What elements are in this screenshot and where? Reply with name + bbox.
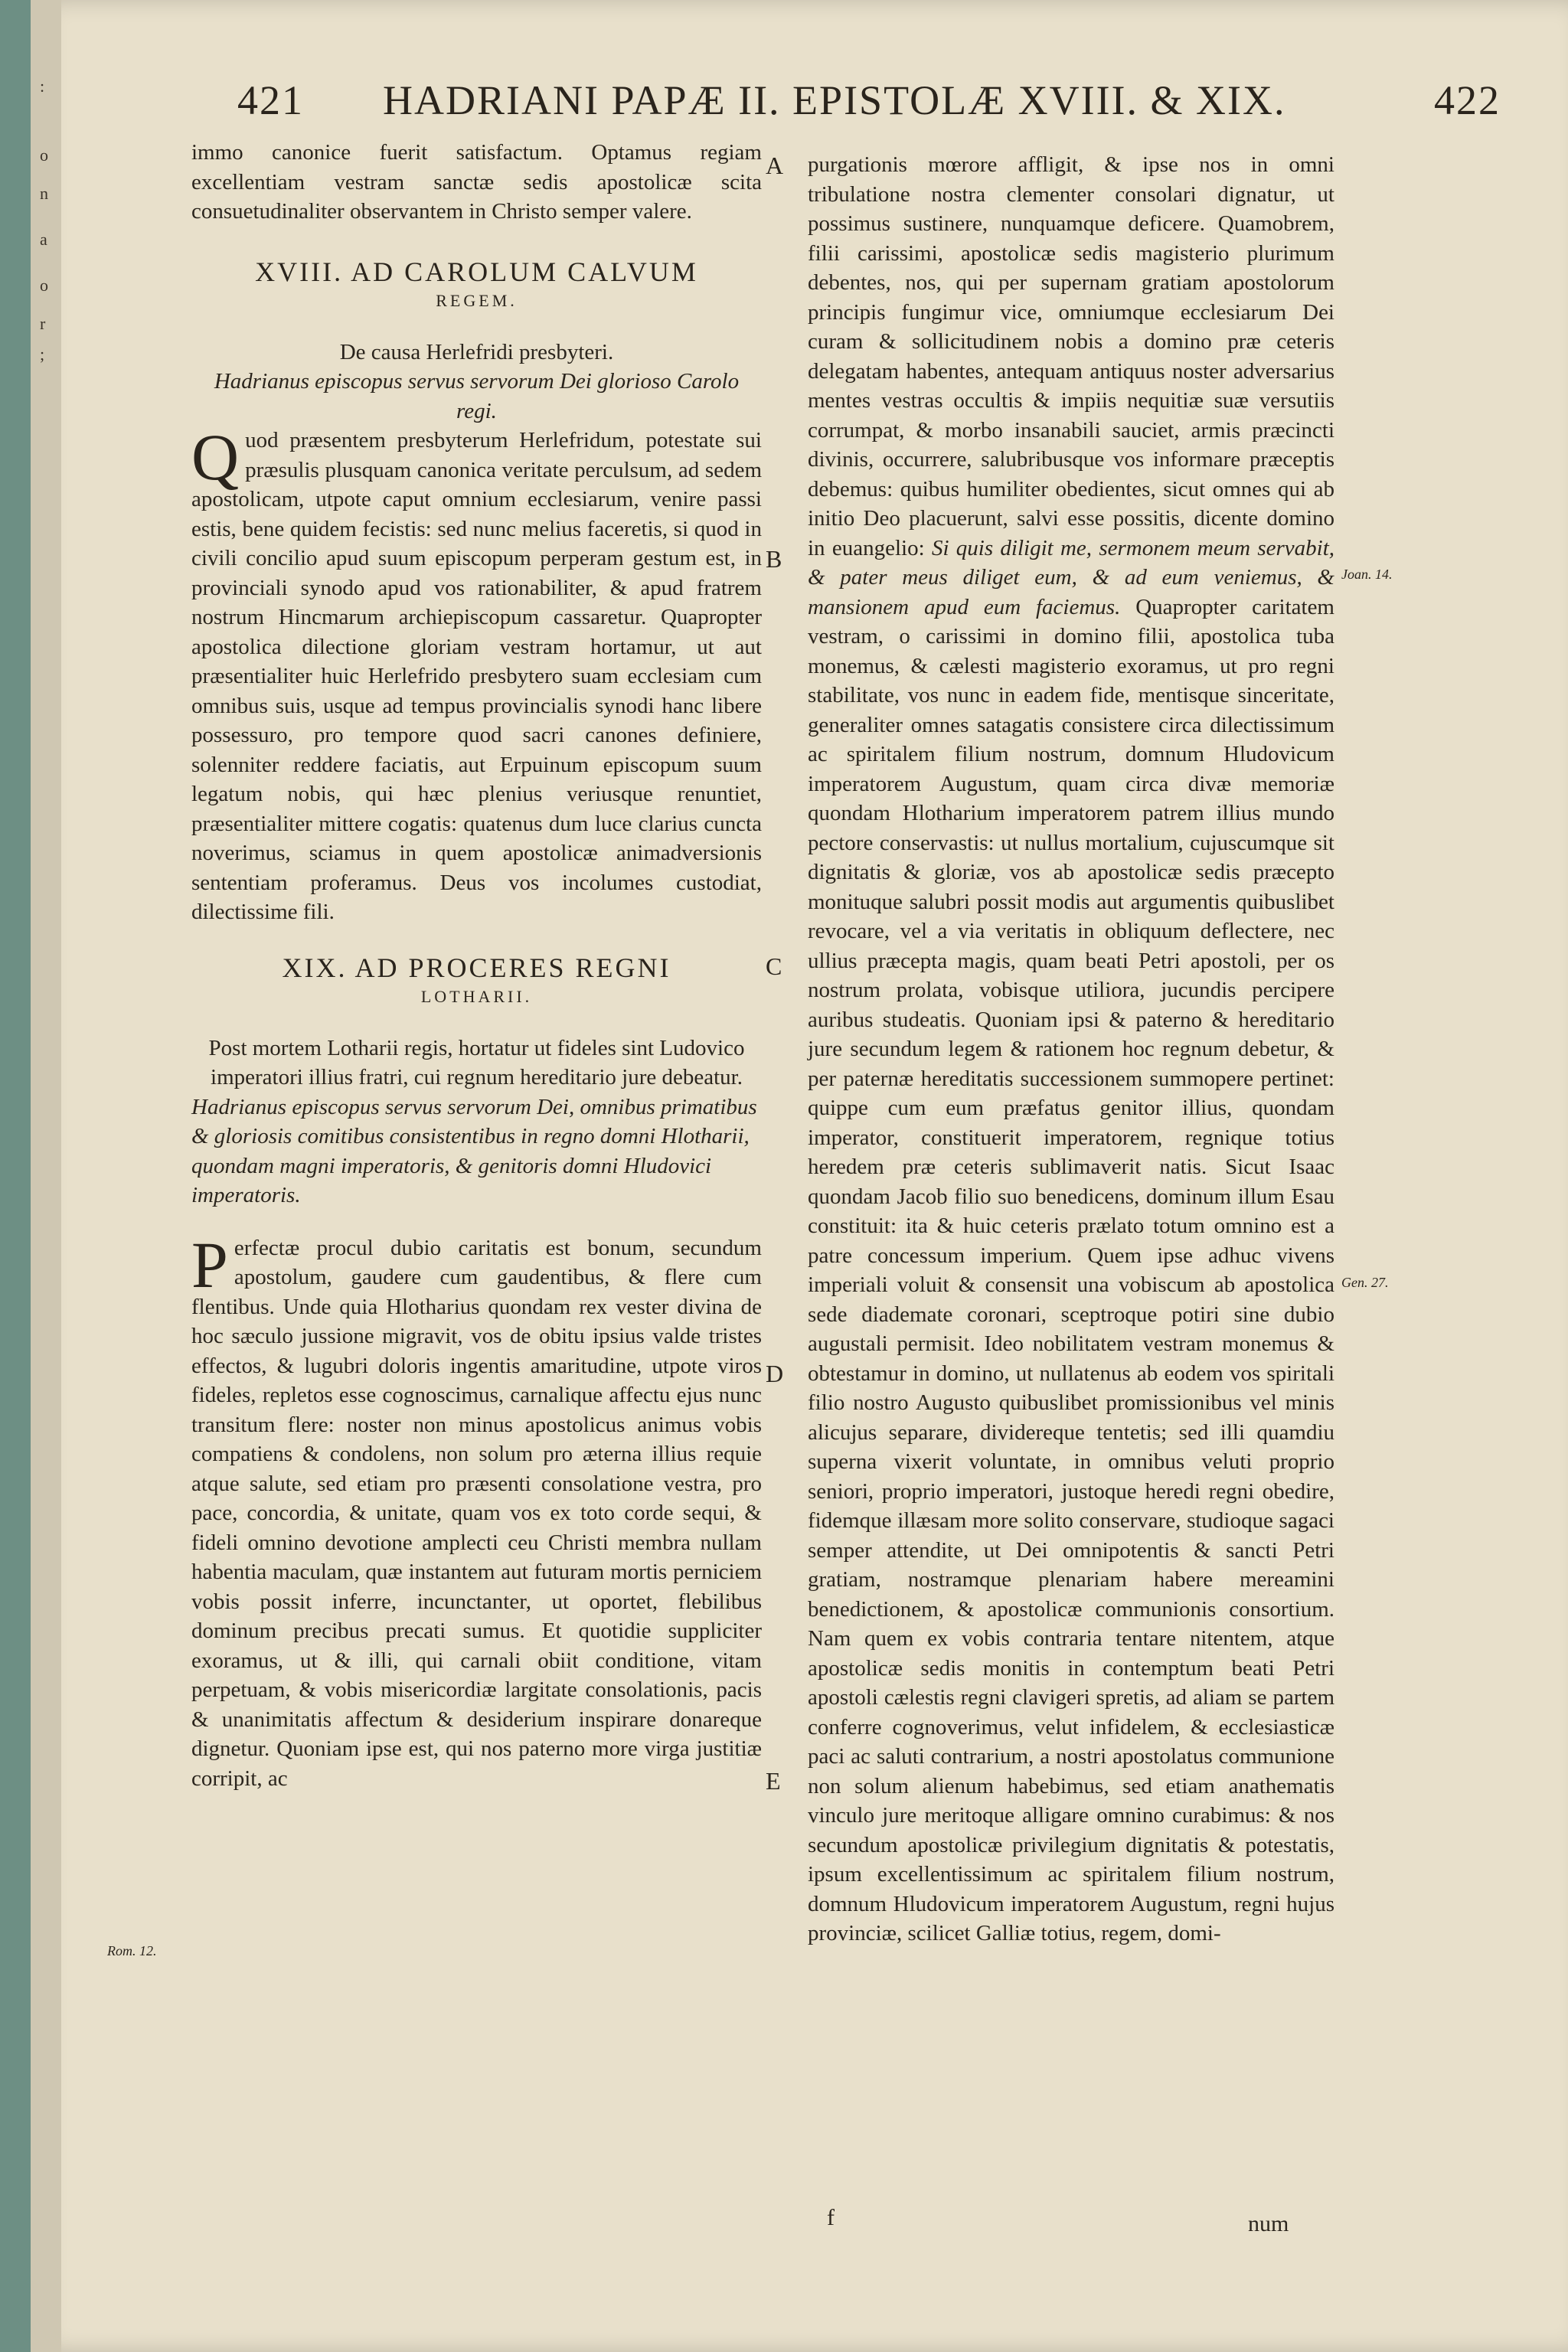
- right-text-2: Quapropter caritatem vestram, o carissimi in domino filii, apostolica tuba monemus, & cælesti magisterio exoramus, ut pro regni stabilitate, vos nunc in eadem fide, mentisque sinceritate, generaliter omnes satagatis consistere circa dilectissimum ac spiritalem filium nostrum, domnum Hludovicum imperatorem Augustum, quam circa divæ memoriæ quondam Hlotharium imperatorem patrem illius mundo pectore conservastis: ut nullus mortalium, cujuscumque sit dignitatis & gloriæ, vos ab apostolicæ sedis præcepto monituque salubri possit modis aut argumentis quibuslibet revocare, vel a via veritatis in obliquum deflectere, nec ullius præcepta magis, quam beati Petri apostoli, per os nostrum prolata, vobisque utiliora, jucundis percipere auribus studeatis. Quoniam ipsi & paterno & hereditario jure secundum legem & rationem hoc regnum debetur, & per paternæ hereditatis successionem summopere pertinet: quippe cum eum præfatus genitor illius, quondam imperator, constituerit imperatorem, regnique totius heredem præ ceteris sublimaverit natis. Sicut Isaac quondam Jacob filio suo benedicens, dominum illum Esau constituit: ita & huic ceteris prælato totum omnino est a patre concessum imperium. Quem ipse adhuc vivens imperiali voluit & consensit una vobiscum ab apostolica sede diademate coronari, sceptroque potiri sine dubio augustali permisit. Ideo nobilitatem vestram monemus & obtestamur in domino, ut nullatenus ab eodem vos spiritali filio nostro Augusto quibuslibet promissionibus vel minis alicujus separare, dividereque tentetis; sed illi quamdiu superna vixerit voluntate, in omnibus veluti proprio seniori, proprio imperatori, justoque heredi regni obedire, fidemque illæsam more solito conservare, studioque sagaci semper attendite, ut Dei omnipotentis & sancti Petri gratiam, nostramque plenariam habere mereamini benedictionem, & apostolicæ communionis consortium. Nam quem ex vobis contraria tentare nitentem, atque apostolicæ sedis monitis in contemptum beati Petri apostoli cælestis regni clavigeri spretis, ad aliam se partem conferre cognoverimus, velut infidelem, & ecclesiasticæ paci ac saluti contrarium, a nostri apostolatus communione non solum alienum habebimus, sed etiam anathematis vinculo jure meritoque alligare omnino curabimus: & nos secundum apostolicæ privilegium dignitatis & potestatis, ipsum excellentissimum ac spiritalem filium nostrum, domnum Hludovicum imperatorem Augustum, regni hujus provinciæ, scilicet Galliæ totius, regem, domi-: [808, 594, 1334, 1945]
- section-marker-e: E: [766, 1767, 781, 1795]
- gutter-char: r: [40, 314, 46, 333]
- marginal-note-gen: Gen. 27.: [1341, 1275, 1389, 1290]
- marginal-note-joan: Joan. 14.: [1341, 567, 1393, 582]
- epistle-19-body: [191, 1227, 762, 1794]
- right-column: [808, 150, 1334, 1949]
- marginal-note-rom: Rom. 12.: [107, 1943, 157, 1958]
- section-marker-d: D: [766, 1360, 784, 1387]
- dropcap: P: [191, 1227, 228, 1302]
- page-number-left: 421: [237, 77, 304, 123]
- gutter-char: o: [40, 145, 48, 165]
- epistle-18-salutation: Hadrianus episcopus servus servorum Dei glorioso Carolo regi.: [214, 369, 740, 423]
- left-column: [191, 138, 762, 1793]
- right-text-part-1: [808, 150, 1334, 1949]
- epistle-19-salutation: Hadrianus episcopus servus servorum Dei, omnibus primatibus & gloriosis comitibus consistentibus in regno domni Hlotharii, quondam magni imperatoris, & genitoris domni Hludovici imperatoris.: [191, 1094, 757, 1207]
- catchword: num: [1248, 2211, 1289, 2236]
- running-title: HADRIANI PAPÆ II. EPISTOLÆ XVIII. & XIX.: [383, 77, 1286, 123]
- epistle-19-heading: XIX. AD PROCERES REGNI: [282, 952, 671, 983]
- epistle-18-heading-sub: REGEM.: [436, 291, 518, 310]
- book-page: [31, 0, 1568, 2352]
- gutter-char: a: [40, 230, 47, 249]
- section-marker-a: A: [766, 152, 784, 179]
- epistle-18-heading: XVIII. AD CAROLUM CALVUM: [255, 256, 698, 287]
- page-number-right: 422: [1434, 77, 1501, 123]
- epistle-18-body-text: uod præsentem presbyterum Herlefridum, potestate sui præsulis plusquam canonica veritate perculsum, ad sedem apostolicam, utpote caput omnium ecclesiarum, venire passi estis, bene quidem fecistis: sed nunc melius faceretis, si quod in civili concilio apud suum episcopum perperam gestum est, in provinciali synodo apud vos rationabiliter, & apud fratrem nostrum Hincmarum archiepiscopum cassaretur. Quapropter apostolica dilectione gloriam vestram hortamur, ut aut præsentialiter huic Herlefrido presbytero suam ecclesiam cum omnibus suis, usque ad tempus provincialis synodi hanc libere possessuro, pro tempore quod sacri canones definiere, solenniter reddere faciatis, aut Erpuinum episcopum suum legatum nobis, qui hæc plenius veriusque renuntiet, præsentialiter mittere cogatis: quatenus dum luce clarius cuncta noverimus, sciamus in quem apostolicæ animadversionis sententiam proferamus. Deus vos incolumes custodiat, dilectissime fili.: [191, 428, 762, 924]
- epistle-19-body-text: erfectæ procul dubio caritatis est bonum, secundum apostolum, gaudere cum gaudentibus, & flere cum flentibus. Unde quia Hlotharius quondam rex vester divina de hoc sæculo jussione migravit, vos de obitu ipsius valde tristes effectos, & lugubri doloris ingentis amaritudine, utpote viros fideles, repletos esse cognoscimus, carnalique affectu ejus nunc transitum flere: noster non minus apostolicus animus vobis compatiens & condolens, non solum pro æterna illius requie atque salute, sed etiam pro præsenti consolatione vestra, pro pace, concordia, & unitate, quam vos ex toto corde sequi, & fideli omnino devotione amplecti ceu Christi membra nullam habentia maculam, quæ instantem aut futuram mortis perniciem vobis possit inferre, incunctanter, ut oportet, flebilibus dominum precibus precati sumus. Et quotidie suppliciter exoramus, ut & illi, qui carnali obiit conditione, vitam perpetuam, & vobis misericordiæ largitate consolationis, pacis & unanimitatis affectum & desiderium inspirare donareque dignetur. Quoniam ipse est, qui nos paterno more virga justitiæ corripit, ac: [191, 1235, 762, 1791]
- epistle-18-summary: De causa Herlefridi presbyteri.: [339, 339, 614, 364]
- gutter-char: o: [40, 276, 48, 295]
- opening-lines: immo canonice fuerit satisfactum. Optamus regiam excellentiam vestram sanctæ sedis apostolicæ scita consuetudinaliter observantem in Christo semper valere.: [191, 140, 762, 224]
- scripture-quote: Si quis diligit me, sermonem meum servabit, & pater meus diliget eum, & ad eum veniemus, & mansionem apud eum faciemus.: [808, 535, 1335, 619]
- section-marker-b: B: [766, 545, 782, 573]
- dropcap: Q: [191, 420, 240, 494]
- epistle-18-body: [191, 420, 762, 927]
- gutter-edge: [31, 0, 61, 2352]
- gutter-char: :: [40, 77, 45, 96]
- epistle-19-heading-sub: LOTHARII.: [420, 987, 533, 1006]
- section-marker-c: C: [766, 952, 782, 980]
- gutter-char: ;: [40, 345, 45, 364]
- gutter-char: n: [40, 184, 48, 203]
- page-header: [237, 77, 1501, 130]
- signature-mark: f: [827, 2205, 835, 2230]
- epistle-19-summary: Post mortem Lotharii regis, hortatur ut fideles sint Ludovico imperatori illius fratri, cui regnum hereditario jure debeatur.: [208, 1035, 745, 1089]
- right-text-1: purgationis mœrore affligit, & ipse nos in omni tribulatione nostra clementer consolari dignatur, ut possimus sustinere, nunquamque deficere. Quamobrem, filii carissimi, apostolicæ sedis magisterio plurimum debentes, nos, qui per supernam gratiam apostolorum principis fungimur vice, omniumque ecclesiarum Dei curam & sollicitudinem nobis a domino præ ceteris delegatam habentes, antequam antiquus noster adversarius mentes vestras occultis & impiis nequitiæ suæ versutiis corrumpat, & morbo insanabili sauciet, armis præcincti divinis, occurrere, salubribusque vos informare præceptis debemus: quibus humiliter obedientes, sicut omnes qui ab initio Deo placuerunt, salvi esse possitis, dicente domino in euangelio:: [808, 152, 1334, 560]
